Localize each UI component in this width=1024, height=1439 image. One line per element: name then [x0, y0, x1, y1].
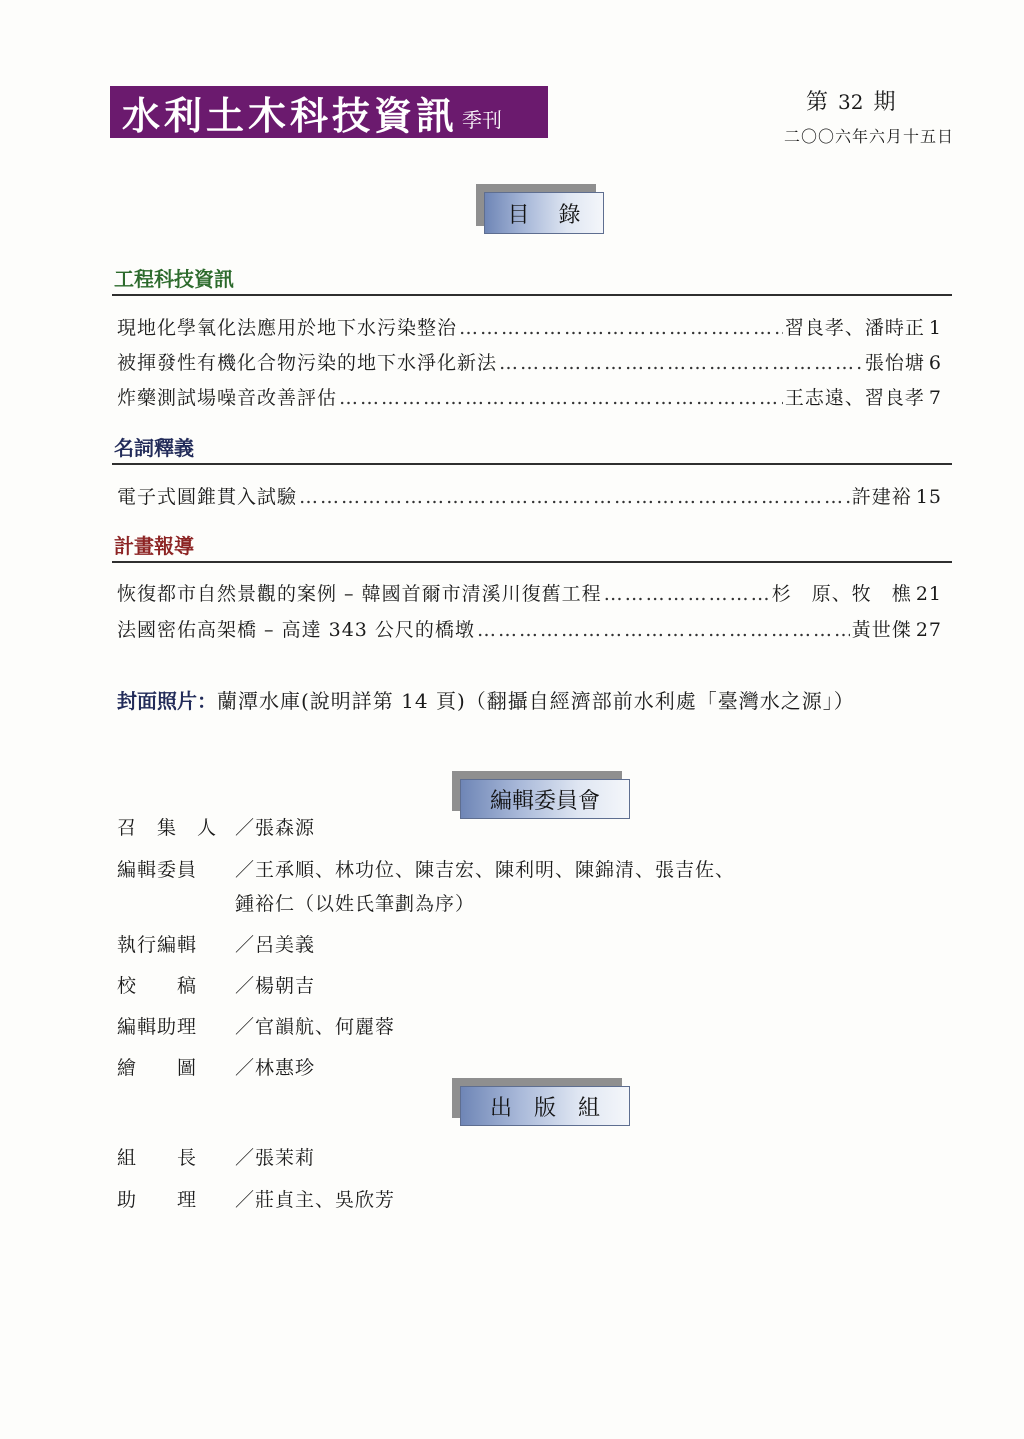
- staff-names: ／張森源: [235, 817, 316, 839]
- staff-row: [117, 971, 315, 998]
- issue-num: 32: [838, 90, 864, 114]
- issue-date: 二〇〇六年六月十五日: [784, 127, 955, 146]
- divider: [112, 294, 952, 296]
- toc-title: 法國密佑高架橋 – 高達 343 公尺的橋墩: [117, 619, 475, 641]
- staff-row: [117, 1012, 395, 1039]
- toc-author: 黃世傑: [851, 619, 912, 641]
- staff-names: ／官韻航、何麗蓉: [235, 1016, 396, 1038]
- staff-role: 編輯委員: [117, 859, 198, 881]
- toc-title: 恢復都市自然景觀的案例 – 韓國首爾市清溪川復舊工程: [117, 583, 602, 605]
- publishing-header: 出 版 組: [460, 1086, 630, 1126]
- staff-row: [117, 855, 735, 882]
- staff-role: 校 稿: [117, 975, 198, 997]
- toc-author: 習良孝、潘時正: [784, 317, 925, 339]
- staff-names: ／呂美義: [235, 934, 316, 956]
- editorial-header: 編輯委員會: [460, 779, 630, 819]
- toc-page: 21: [915, 583, 942, 605]
- staff-role: 繪 圖: [117, 1057, 198, 1079]
- issue-prefix: 第: [806, 90, 829, 115]
- leader-dots: [339, 387, 783, 409]
- divider: [112, 561, 952, 563]
- leader-dots: [499, 352, 863, 374]
- toc-author: 張怡塘: [864, 352, 925, 374]
- staff-role: 編輯助理: [117, 1016, 198, 1038]
- staff-row: [117, 1143, 315, 1170]
- toc-title: 炸藥測試場噪音改善評估: [117, 387, 338, 409]
- issue-suffix: 期: [873, 90, 896, 115]
- staff-names: ／林惠珍: [235, 1057, 316, 1079]
- staff-names: ／王承順、林功位、陳吉宏、陳利明、陳錦清、張吉佐、: [235, 859, 736, 881]
- toc-row[interactable]: [117, 615, 942, 642]
- section-title: 計畫報導: [114, 534, 194, 558]
- toc-author: 王志遠、習良孝: [784, 387, 925, 409]
- leader-dots: [477, 619, 850, 641]
- cover-label: 封面照片：: [117, 689, 217, 713]
- masthead-suffix: 季刊: [462, 107, 503, 132]
- divider: [112, 463, 952, 465]
- toc-page: 7: [928, 387, 942, 409]
- staff-names: ／莊貞主、吳欣芳: [235, 1189, 396, 1211]
- toc-title: 現地化學氧化法應用於地下水污染整治: [117, 317, 458, 339]
- toc-page: 27: [915, 619, 942, 641]
- staff-role: 組 長: [117, 1147, 198, 1169]
- toc-title: 被揮發性有機化合物污染的地下水淨化新法: [117, 352, 498, 374]
- leader-dots: [459, 317, 783, 339]
- leader-dots: [299, 486, 850, 508]
- toc-row[interactable]: [117, 348, 942, 375]
- section-title: 工程科技資訊: [114, 267, 234, 291]
- issue-number: [806, 85, 895, 116]
- leader-dots: [604, 583, 770, 605]
- staff-role: 執行編輯: [117, 934, 198, 956]
- staff-role: 召 集 人: [117, 817, 218, 839]
- staff-role: 助 理: [117, 1189, 198, 1211]
- cover-note: [117, 685, 855, 714]
- staff-names: ／張茉莉: [235, 1147, 316, 1169]
- staff-names: 鍾裕仁（以姓氏筆劃為序）: [235, 893, 476, 915]
- toc-title: 電子式圓錐貫入試驗: [117, 486, 298, 508]
- toc-row[interactable]: [117, 579, 942, 606]
- masthead-banner: [110, 86, 548, 138]
- toc-page: 1: [928, 317, 942, 339]
- staff-row: [117, 813, 315, 840]
- staff-row-continued: [235, 889, 475, 916]
- masthead-title: 水利土木科技資訊: [122, 92, 459, 138]
- toc-row[interactable]: [117, 313, 942, 340]
- toc-row[interactable]: [117, 383, 942, 410]
- section-title: 名詞釋義: [114, 436, 194, 460]
- toc-author: 許建裕: [851, 486, 912, 508]
- staff-row: [117, 930, 315, 957]
- toc-header: 目 錄: [484, 192, 604, 234]
- toc-author: 杉 原、牧 樵: [771, 583, 912, 605]
- toc-row[interactable]: [117, 482, 942, 509]
- cover-text: 蘭潭水庫(說明詳第 14 頁)（翻攝自經濟部前水利處「臺灣水之源」）: [217, 689, 855, 713]
- toc-page: 6: [928, 352, 942, 374]
- staff-row: [117, 1053, 315, 1080]
- staff-row: [117, 1185, 395, 1212]
- toc-page: 15: [915, 486, 942, 508]
- staff-names: ／楊朝吉: [235, 975, 316, 997]
